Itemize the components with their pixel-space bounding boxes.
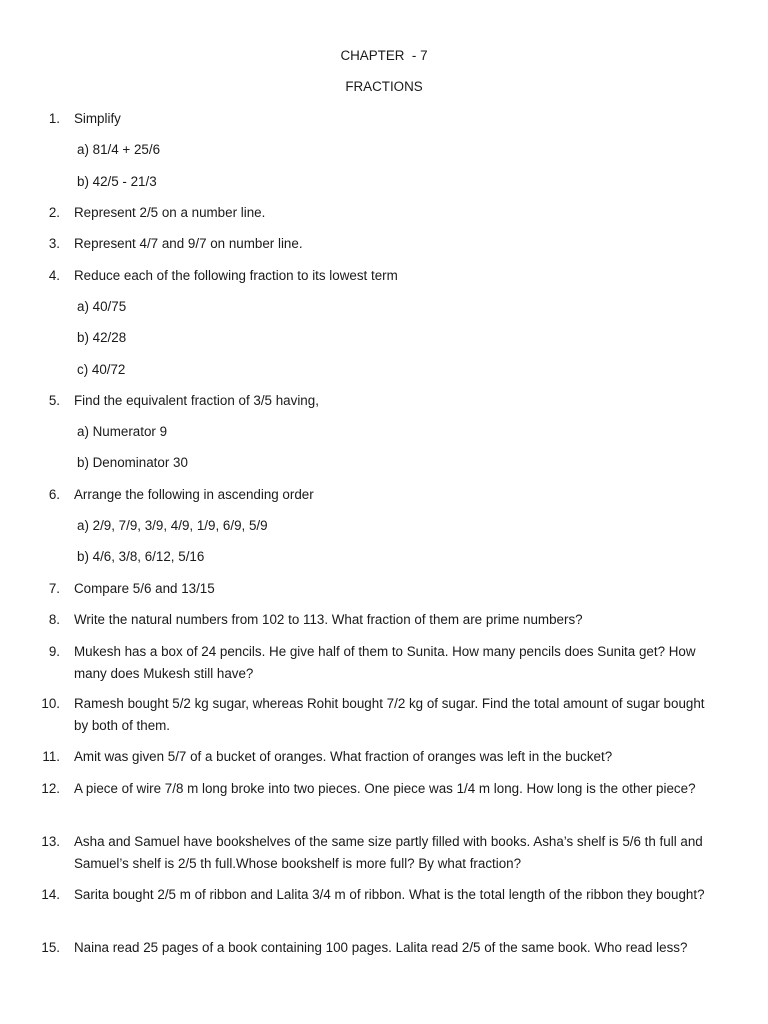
- question-number: 10.: [41, 696, 60, 711]
- question-number: 2.: [48, 205, 60, 220]
- sub-question: b) Denominator 30: [77, 455, 188, 470]
- question-text: Compare 5/6 and 13/15: [74, 581, 215, 596]
- question-text: Mukesh has a box of 24 pencils. He give half of them to Sunita. How many pencils does Sunita get? How many does Mukesh still have?: [74, 644, 696, 681]
- sub-question: c) 40/72: [77, 362, 126, 377]
- question-number: 11.: [42, 749, 60, 764]
- question-number: 1.: [48, 111, 60, 126]
- question-number: 15.: [41, 940, 60, 955]
- question-text: Naina read 25 pages of a book containing 100 pages. Lalita read 2/5 of the same book. Who read less?: [74, 940, 688, 955]
- question-number: 6.: [48, 487, 60, 502]
- question-number: 3.: [48, 236, 60, 251]
- sub-question: b) 4/6, 3/8, 6/12, 5/16: [77, 549, 205, 564]
- question-number: 5.: [48, 393, 60, 408]
- question-number: 4.: [48, 268, 60, 283]
- question-number: 12.: [41, 781, 60, 796]
- question-text: Amit was given 5/7 of a bucket of oranges. What fraction of oranges was left in the bucket?: [74, 749, 613, 764]
- sub-question: a) 40/75: [77, 299, 127, 314]
- question-text: A piece of wire 7/8 m long broke into two pieces. One piece was 1/4 m long. How long is the other piece?: [74, 781, 696, 796]
- question-text: Simplify: [74, 111, 121, 126]
- question-number: 14.: [41, 887, 60, 902]
- question-number: 7.: [48, 581, 60, 596]
- question-number: 9.: [48, 644, 60, 659]
- question-text: Write the natural numbers from 102 to 113. What fraction of them are prime numbers?: [74, 612, 583, 627]
- question-text: Represent 4/7 and 9/7 on number line.: [74, 236, 303, 251]
- sub-question: b) 42/28: [77, 330, 127, 345]
- question-text: Asha and Samuel have bookshelves of the same size partly filled with books. Asha’s shelf is 5/6 th full and Samuel’s shelf is 2/5 th full.Whose bookshelf is more full? By what fraction?: [74, 834, 703, 871]
- question-text: Sarita bought 2/5 m of ribbon and Lalita 3/4 m of ribbon. What is the total length of the ribbon they bought?: [74, 887, 705, 902]
- question-number: 13.: [41, 834, 60, 849]
- sub-question: b) 42/5 - 21/3: [77, 174, 157, 189]
- question-text: Arrange the following in ascending order: [74, 487, 314, 502]
- question-text: Find the equivalent fraction of 3/5 having,: [74, 393, 319, 408]
- chapter-heading: CHAPTER - 7: [340, 48, 428, 63]
- sub-question: a) 2/9, 7/9, 3/9, 4/9, 1/9, 6/9, 5/9: [77, 518, 268, 533]
- question-number: 8.: [48, 612, 60, 627]
- question-text: Reduce each of the following fraction to its lowest term: [74, 268, 398, 283]
- topic-heading: FRACTIONS: [345, 79, 423, 94]
- question-text: Ramesh bought 5/2 kg sugar, whereas Rohit bought 7/2 kg of sugar. Find the total amount of sugar bought by both of them.: [74, 696, 705, 733]
- sub-question: a) Numerator 9: [77, 424, 168, 439]
- sub-question: a) 81/4 + 25/6: [77, 142, 161, 157]
- question-text: Represent 2/5 on a number line.: [74, 205, 266, 220]
